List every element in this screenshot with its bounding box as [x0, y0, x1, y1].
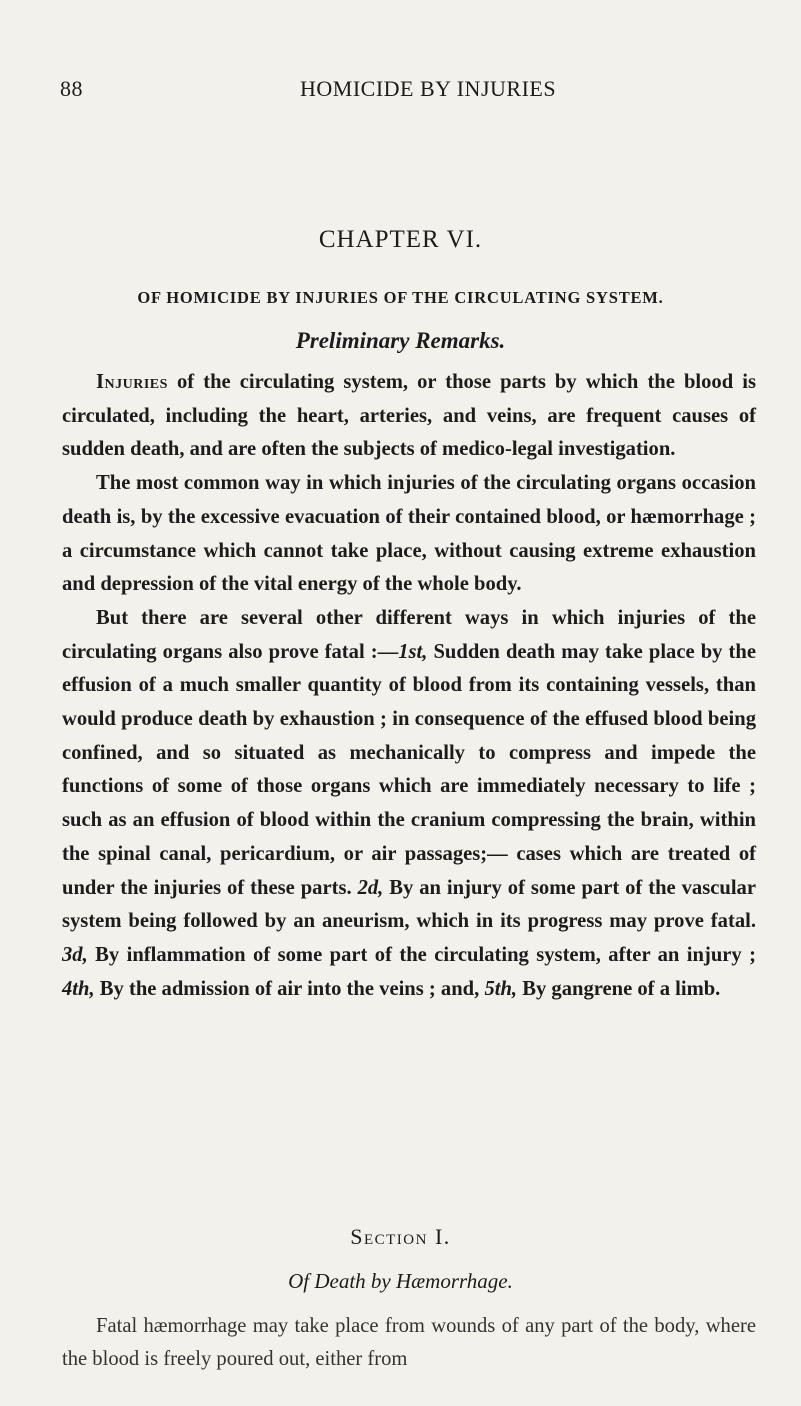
chapter-title: CHAPTER VI. [318, 226, 483, 253]
body-text [62, 366, 756, 1006]
paragraph-1 [62, 366, 756, 467]
ordinal-second: 2d, [357, 876, 384, 899]
chapter-subtitle: OF HOMICIDE BY INJURIES OF THE CIRCULATING SYSTEM. [137, 288, 664, 307]
paragraph-3-text-e: By the admission of air into the veins ; and, [94, 977, 485, 1000]
section-title: Of Death by Hæmorrhage. [288, 1269, 513, 1293]
page-number: 88 [60, 76, 83, 101]
preliminary-remarks-heading: Preliminary Remarks. [295, 328, 506, 353]
running-head: HOMICIDE BY INJURIES [300, 76, 557, 101]
paragraph-3-text-d: By inflammation of some part of the circulating system, after an injury ; [87, 943, 756, 966]
paragraph-3 [62, 602, 756, 1006]
paragraph-3-text-c: By an injury of some part of the vascular system being followed by an aneurism, which in its progress may prove fatal. [62, 876, 756, 933]
paragraph-2: The most common way in which injuries of the circulating organs occasion death is, by the excessive evacuation of their contained blood, or hæmorrhage ; a circumstance which cannot take place, without causing extreme exhaustion and depression of the vital energy of the whole body. [62, 472, 756, 596]
paragraph-1-text: of the circulating system, or those parts by which the blood is circulated, including the heart, arteries, and veins, are frequent causes of sudden death, and are often the subjects of medico-legal investigation. [62, 371, 756, 461]
ordinal-fifth: 5th, [484, 977, 518, 1000]
paragraph-1-lead: Injuries [96, 371, 168, 393]
section-paragraph-1: Fatal hæmorrhage may take place from wounds of any part of the body, where the blood is freely poured out, either from [62, 1315, 756, 1370]
section-text [62, 1310, 756, 1376]
paragraph-3-text-a: But there are several other different ways in which injuries of the circulating organs also prove fatal :— [62, 606, 756, 663]
paragraph-3-text-b: Sudden death may take place by the effusion of a much smaller quantity of blood from its containing vessels, than would produce death by exhaustion ; in consequence of the effused blood being confined, and so situated as mechanically to compress and impede the functions of some of those organs which are immediately necessary to life ; such as an effusion of blood within the cranium compressing the brain, within the spinal canal, pericardium, or air passages;— cases which are treated of under the injuries of these parts. [62, 640, 756, 899]
paragraph-3-text-f: By gangrene of a limb. [517, 977, 721, 1000]
ordinal-first: 1st, [398, 640, 428, 663]
ordinal-third: 3d, [62, 943, 88, 966]
page-header [60, 76, 760, 106]
ordinal-fourth: 4th, [62, 977, 95, 1000]
section-heading: Section I. [350, 1224, 451, 1249]
